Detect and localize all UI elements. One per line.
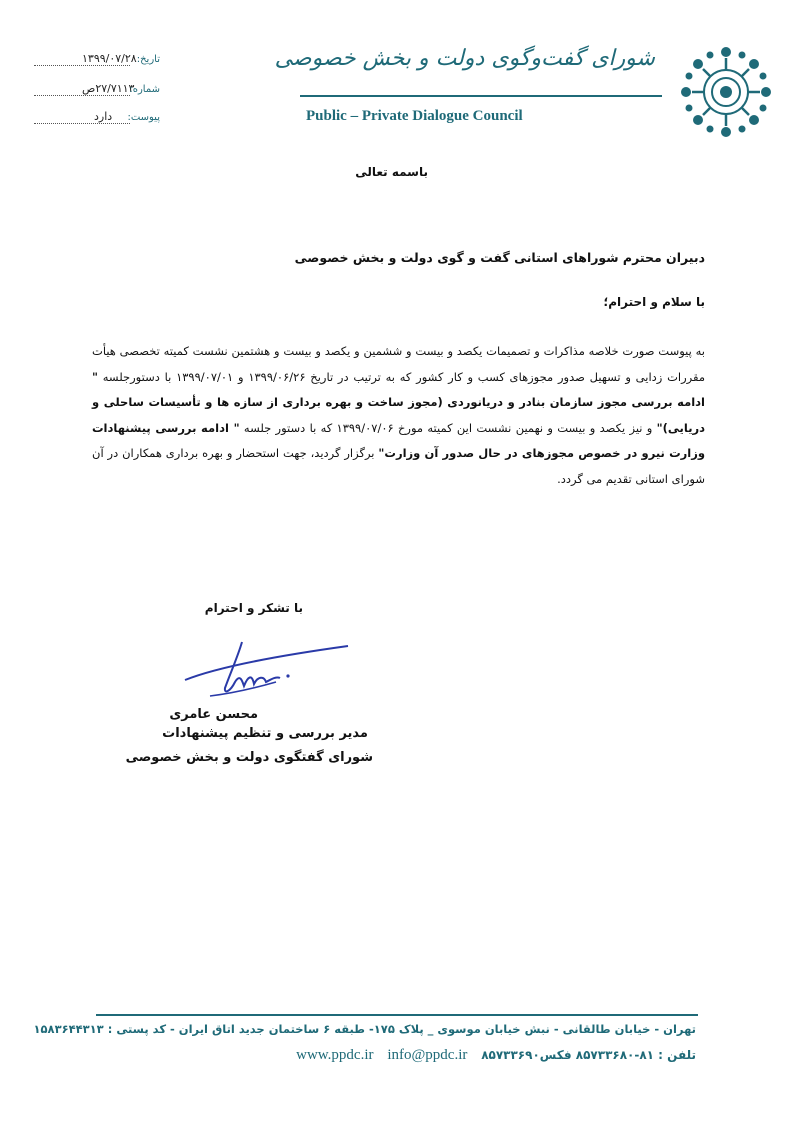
footer-divider (96, 1014, 698, 1016)
dotted-line (34, 123, 130, 124)
body-bold-text: " ادامه بررسی مجوز سازمان بنادر و دریانوردی (مجوز ساخت و بهره برداری از سازه ها و تأسیسات ساحلی و دریایی)" (92, 369, 706, 435)
signer-organization: شورای گفتگوی دولت و بخش خصوصی (125, 750, 373, 765)
date-label: تاریخ: (136, 54, 160, 65)
flower-emblem-icon (678, 44, 774, 140)
footer-email[interactable]: info@ppdc.ir (387, 1047, 468, 1063)
body-paragraph (92, 339, 705, 492)
recipient-line: دبیران محترم شوراهای استانی گفت و گوی دولت و بخش خصوصی (294, 250, 705, 265)
number-field (34, 82, 160, 100)
signer-title: مدیر بررسی و تنظیم پیشنهادات (162, 726, 368, 741)
dotted-line (34, 65, 130, 66)
signer-name: محسن عامری (169, 707, 258, 722)
body-bold-text: " ادامه بررسی پیشنهادات وزارت نیرو در خصوص مجوزهای در حال صدور آن وزارت" (92, 420, 706, 460)
footer-phone-fax: تلفن : ۸۱-۸۵۷۳۳۶۸۰ فکس۸۵۷۳۳۶۹۰ (481, 1048, 696, 1062)
dotted-line (34, 95, 130, 96)
attachment-label: پیوست: (127, 112, 160, 123)
footer-address: تهران - خیابان طالقانی - نبش خیابان موسوی _ پلاک ۱۷۵- طبقه ۶ ساختمان جدید اتاق ایران - کد پستی : ۱۵۸۳۶۴۴۳۱۳ (33, 1022, 696, 1036)
number-value: ۲۷/۷۱۱۳ص (82, 82, 135, 95)
footer-website[interactable]: www.ppdc.ir (296, 1047, 374, 1063)
letter-heading: باسمه تعالی (355, 165, 428, 179)
header-divider (300, 95, 662, 97)
body-text: برگزار گردید، جهت استحضار و بهره برداری همکاران در آن شورای استانی تقدیم می گردد. (92, 446, 705, 486)
council-name-fa: شورای گفت‌وگوی دولت و بخش خصوصی (274, 46, 655, 71)
number-label: شماره: (129, 84, 160, 95)
attachment-field (34, 110, 160, 128)
date-value: ۱۳۹۹/۰۷/۲۸ (82, 52, 137, 65)
handwritten-signature (180, 636, 360, 706)
date-field (34, 52, 160, 70)
body-text: به پیوست صورت خلاصه مذاکرات و تصمیمات یکصد و بیست و ششمین و یکصد و بیست و هشتمین نشست کمیته تخصصی هیأت مقررات زدایی و تسهیل صدور مجوزهای کسب و کار کشور که به ترتیب در تاریخ ۱۳۹۹/۰۶/۲۶ و ۱۳۹۹/۰۷/۰۱ با دستورجلسه (92, 344, 705, 384)
greeting-line: با سلام و احترام؛ (603, 295, 705, 309)
council-name-en: Public – Private Dialogue Council (306, 108, 523, 124)
attachment-value: دارد (94, 110, 113, 123)
body-text: و نیز یکصد و بیست و نهمین نشست این کمیته مورخ ۱۳۹۹/۰۷/۰۶ که با دستور جلسه (239, 420, 653, 435)
footer-contact (296, 1047, 696, 1064)
closing-line: با تشکر و احترام (204, 601, 303, 615)
